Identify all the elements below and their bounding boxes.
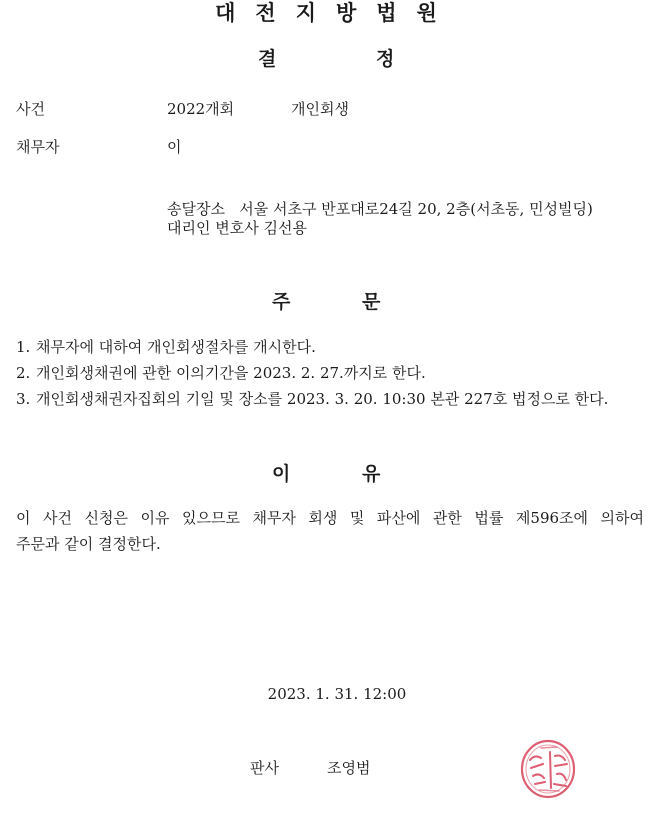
case-number: 2022개회 [167,100,235,118]
debtor-name: 이 [167,138,182,156]
order-list [16,337,644,415]
order-item [16,363,644,383]
order-item-text: 개인회생채권자집회의 기일 및 장소를 2023. 3. 20. 10:30 본관 227호 법정으로 한다. [36,390,609,408]
order-item-text: 채무자에 대하여 개인회생절차를 개시한다. [36,338,316,356]
reason-heading-char-2: 유 [362,463,381,485]
attorney: 대리인 변호사 김선용 [167,219,307,237]
order-item-number: 3. [16,390,31,408]
doc-title-char-1: 결 [258,48,277,70]
reason-line-1: 이 사건 신청은 이유 있으므로 채무자 회생 및 파산에 관한 법률 제596조에 의하여 [16,509,644,527]
service-address: 송달장소 서울 서초구 반포대로24길 20, 2층(서초동, 민성빌딩) [167,200,593,218]
case-label-text: 사건 [16,100,45,118]
judge-name: 조영범 [327,759,371,777]
decision-date: 2023. 1. 31. 12:00 [267,685,407,703]
order-heading-char-1: 주 [272,291,291,313]
order-item-number: 1. [16,338,31,356]
judge-seal-stamp [517,734,581,800]
reason-paragraph [16,505,644,557]
order-item [16,389,644,409]
reason-line-2: 주문과 같이 결정한다. [16,535,161,553]
case-label [16,99,108,119]
debtor-label: 채무자 [16,138,60,156]
court-name: 대전지방법원 [215,1,457,25]
reason-heading-char-1: 이 [272,463,291,485]
order-item-number: 2. [16,364,31,382]
order-item-text: 개인회생채권에 관한 이의기간을 2023. 2. 27.까지로 한다. [36,364,426,382]
doc-title-char-2: 정 [376,48,395,70]
order-item [16,337,644,357]
order-heading-char-2: 문 [362,291,381,313]
case-type: 개인회생 [291,100,349,118]
judge-title: 판사 [250,759,279,777]
